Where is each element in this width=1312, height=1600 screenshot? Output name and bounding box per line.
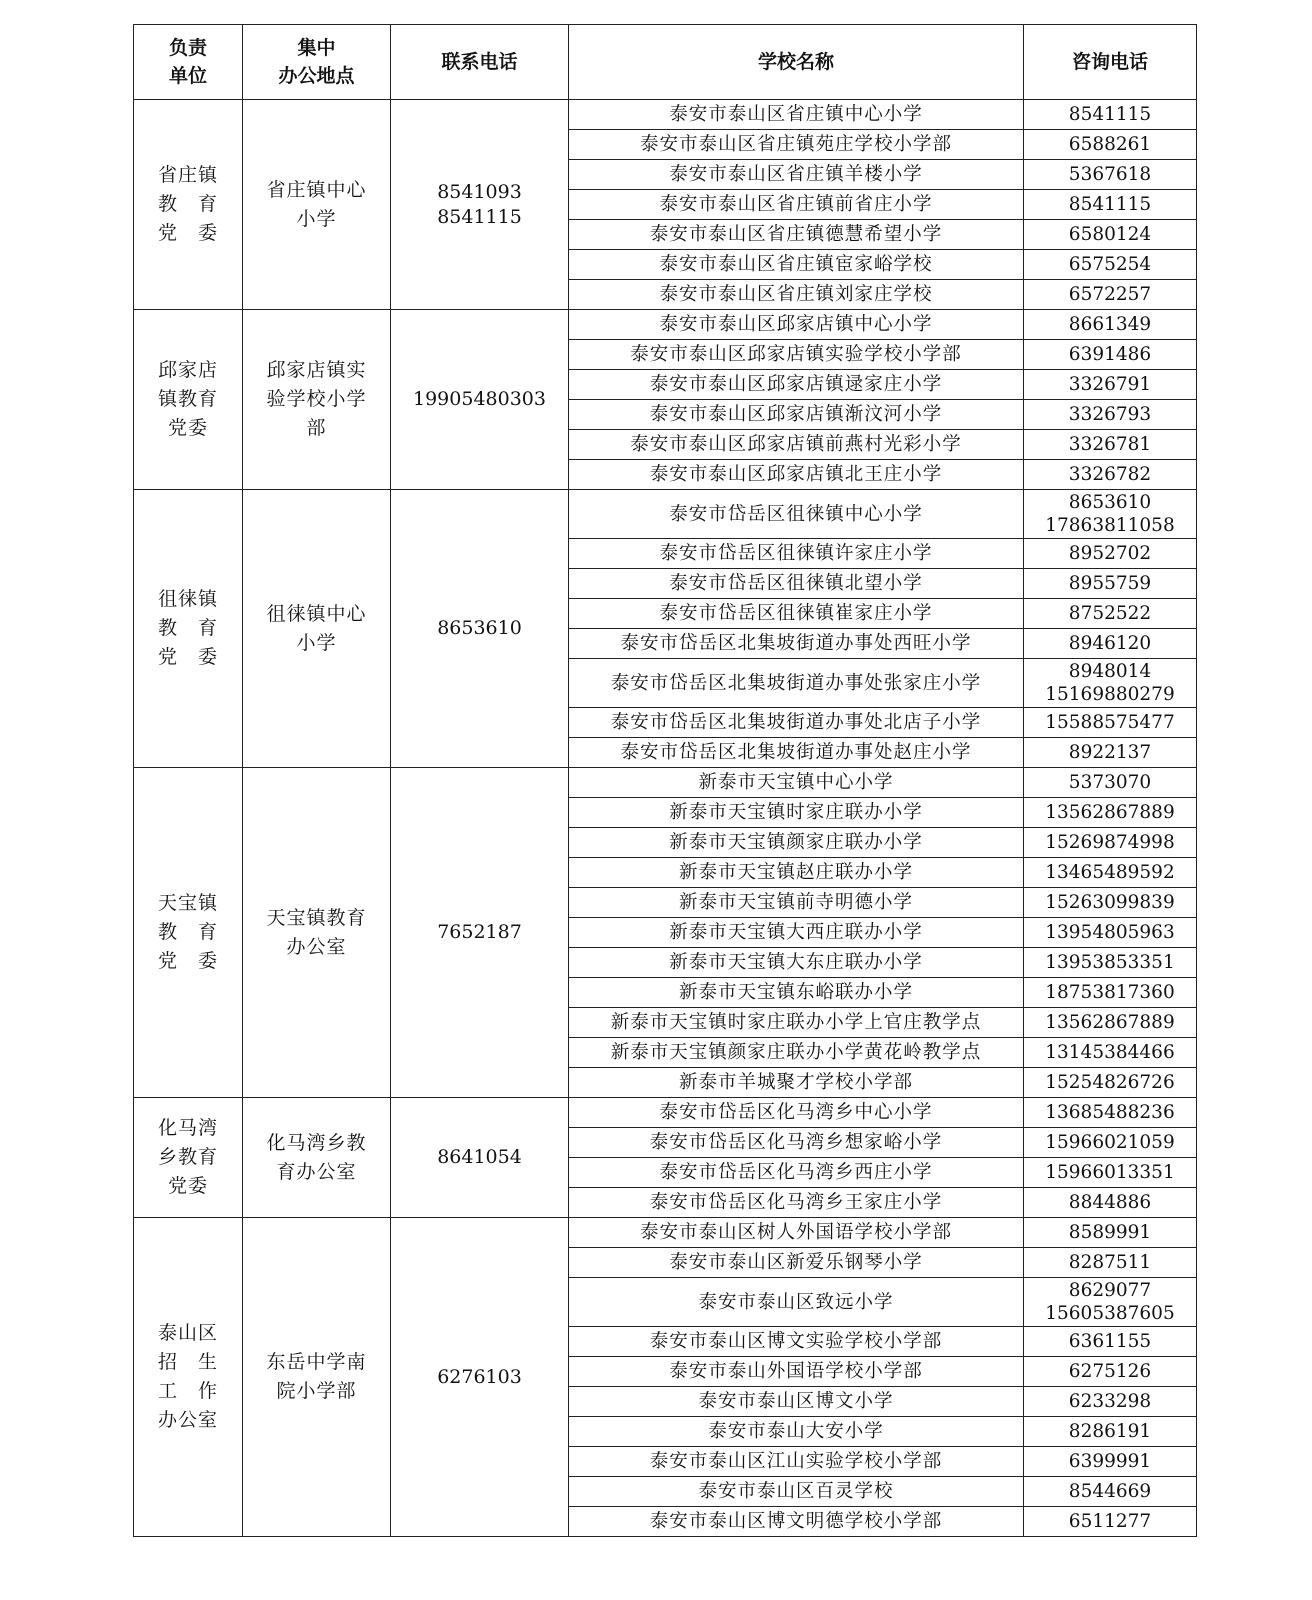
school-name-cell: 新泰市天宝镇大西庄联办小学 bbox=[569, 918, 1024, 948]
consult-phone-cell: 5373070 bbox=[1024, 768, 1197, 798]
school-name-cell: 泰安市泰山区省庄镇德慧希望小学 bbox=[569, 220, 1024, 250]
table-body bbox=[134, 100, 1197, 1537]
consult-phone-cell: 8629077 15605387605 bbox=[1024, 1278, 1197, 1327]
group-unit-cell: 邱家店 镇教育 党委 bbox=[134, 310, 243, 490]
consult-phone-cell: 6580124 bbox=[1024, 220, 1197, 250]
consult-phone-cell: 13953853351 bbox=[1024, 948, 1197, 978]
consult-phone-cell: 8661349 bbox=[1024, 310, 1197, 340]
school-name-cell: 泰安市泰山区博文明德学校小学部 bbox=[569, 1507, 1024, 1537]
consult-phone-cell: 8541115 bbox=[1024, 190, 1197, 220]
enrollment-contact-table bbox=[133, 24, 1197, 1537]
table-row bbox=[134, 490, 1197, 539]
consult-phone-cell: 8589991 bbox=[1024, 1218, 1197, 1248]
school-name-cell: 泰安市岱岳区北集坡街道办事处西旺小学 bbox=[569, 629, 1024, 659]
consult-phone-cell: 6511277 bbox=[1024, 1507, 1197, 1537]
table-row bbox=[134, 100, 1197, 130]
school-name-cell: 泰安市泰山区邱家店镇逯家庄小学 bbox=[569, 370, 1024, 400]
school-name-cell: 新泰市天宝镇颜家庄联办小学 bbox=[569, 828, 1024, 858]
school-name-cell: 新泰市天宝镇前寺明德小学 bbox=[569, 888, 1024, 918]
consult-phone-cell: 8287511 bbox=[1024, 1248, 1197, 1278]
consult-phone-cell: 6233298 bbox=[1024, 1387, 1197, 1417]
consult-phone-cell: 8948014 15169880279 bbox=[1024, 659, 1197, 708]
table-row bbox=[134, 1218, 1197, 1248]
school-name-cell: 泰安市泰山区树人外国语学校小学部 bbox=[569, 1218, 1024, 1248]
consult-phone-cell: 6588261 bbox=[1024, 130, 1197, 160]
school-name-cell: 泰安市泰山区邱家店镇渐汶河小学 bbox=[569, 400, 1024, 430]
school-name-cell: 新泰市天宝镇时家庄联办小学上官庄教学点 bbox=[569, 1008, 1024, 1038]
school-name-cell: 泰安市泰山区省庄镇中心小学 bbox=[569, 100, 1024, 130]
consult-phone-cell: 18753817360 bbox=[1024, 978, 1197, 1008]
group-unit-cell: 天宝镇 教 育 党 委 bbox=[134, 768, 243, 1098]
school-name-cell: 新泰市天宝镇大东庄联办小学 bbox=[569, 948, 1024, 978]
group-office-cell: 天宝镇教育 办公室 bbox=[243, 768, 391, 1098]
consult-phone-cell: 15966021059 bbox=[1024, 1128, 1197, 1158]
group-phone-cell: 7652187 bbox=[391, 768, 569, 1098]
school-name-cell: 泰安市泰山区江山实验学校小学部 bbox=[569, 1447, 1024, 1477]
school-name-cell: 新泰市天宝镇中心小学 bbox=[569, 768, 1024, 798]
group-office-cell: 化马湾乡教 育办公室 bbox=[243, 1098, 391, 1218]
consult-phone-cell: 13465489592 bbox=[1024, 858, 1197, 888]
consult-phone-cell: 8544669 bbox=[1024, 1477, 1197, 1507]
school-name-cell: 泰安市泰山区省庄镇刘家庄学校 bbox=[569, 280, 1024, 310]
consult-phone-cell: 6275126 bbox=[1024, 1357, 1197, 1387]
consult-phone-cell: 13562867889 bbox=[1024, 798, 1197, 828]
consult-phone-cell: 8952702 bbox=[1024, 539, 1197, 569]
school-name-cell: 泰安市岱岳区徂徕镇许家庄小学 bbox=[569, 539, 1024, 569]
group-unit-cell: 省庄镇 教 育 党 委 bbox=[134, 100, 243, 310]
school-name-cell: 泰安市泰山区省庄镇前省庄小学 bbox=[569, 190, 1024, 220]
group-phone-cell: 6276103 bbox=[391, 1218, 569, 1537]
consult-phone-cell: 8752522 bbox=[1024, 599, 1197, 629]
school-name-cell: 泰安市岱岳区化马湾乡西庄小学 bbox=[569, 1158, 1024, 1188]
consult-phone-cell: 6399991 bbox=[1024, 1447, 1197, 1477]
consult-phone-cell: 8653610 17863811058 bbox=[1024, 490, 1197, 539]
consult-phone-cell: 13562867889 bbox=[1024, 1008, 1197, 1038]
consult-phone-cell: 15254826726 bbox=[1024, 1068, 1197, 1098]
school-name-cell: 泰安市岱岳区化马湾乡想家峪小学 bbox=[569, 1128, 1024, 1158]
school-name-cell: 泰安市岱岳区北集坡街道办事处赵庄小学 bbox=[569, 738, 1024, 768]
school-name-cell: 泰安市泰山区邱家店镇北王庄小学 bbox=[569, 460, 1024, 490]
group-unit-cell: 泰山区 招 生 工 作 办公室 bbox=[134, 1218, 243, 1537]
school-name-cell: 新泰市羊城聚才学校小学部 bbox=[569, 1068, 1024, 1098]
group-unit-cell: 化马湾 乡教育 党委 bbox=[134, 1098, 243, 1218]
school-name-cell: 新泰市天宝镇颜家庄联办小学黄花岭教学点 bbox=[569, 1038, 1024, 1068]
consult-phone-cell: 6361155 bbox=[1024, 1327, 1197, 1357]
school-name-cell: 泰安市泰山区邱家店镇实验学校小学部 bbox=[569, 340, 1024, 370]
group-office-cell: 徂徕镇中心 小学 bbox=[243, 490, 391, 768]
header-phone: 联系电话 bbox=[391, 25, 569, 100]
group-office-cell: 省庄镇中心 小学 bbox=[243, 100, 391, 310]
consult-phone-cell: 6391486 bbox=[1024, 340, 1197, 370]
consult-phone-cell: 3326782 bbox=[1024, 460, 1197, 490]
school-name-cell: 泰安市泰山区省庄镇羊楼小学 bbox=[569, 160, 1024, 190]
school-name-cell: 泰安市岱岳区徂徕镇中心小学 bbox=[569, 490, 1024, 539]
table-row bbox=[134, 310, 1197, 340]
school-name-cell: 泰安市岱岳区北集坡街道办事处张家庄小学 bbox=[569, 659, 1024, 708]
consult-phone-cell: 5367618 bbox=[1024, 160, 1197, 190]
school-name-cell: 泰安市泰山区省庄镇苑庄学校小学部 bbox=[569, 130, 1024, 160]
school-name-cell: 泰安市泰山区致远小学 bbox=[569, 1278, 1024, 1327]
school-name-cell: 泰安市岱岳区北集坡街道办事处北店子小学 bbox=[569, 708, 1024, 738]
school-name-cell: 泰安市泰山区邱家店镇中心小学 bbox=[569, 310, 1024, 340]
consult-phone-cell: 6575254 bbox=[1024, 250, 1197, 280]
consult-phone-cell: 8922137 bbox=[1024, 738, 1197, 768]
header-unit: 负责 单位 bbox=[134, 25, 243, 100]
consult-phone-cell: 15966013351 bbox=[1024, 1158, 1197, 1188]
consult-phone-cell: 3326791 bbox=[1024, 370, 1197, 400]
school-name-cell: 泰安市泰山区博文实验学校小学部 bbox=[569, 1327, 1024, 1357]
table-row bbox=[134, 768, 1197, 798]
group-phone-cell: 8653610 bbox=[391, 490, 569, 768]
school-name-cell: 泰安市泰山大安小学 bbox=[569, 1417, 1024, 1447]
consult-phone-cell: 8844886 bbox=[1024, 1188, 1197, 1218]
header-row bbox=[134, 25, 1197, 100]
school-name-cell: 新泰市天宝镇东峪联办小学 bbox=[569, 978, 1024, 1008]
consult-phone-cell: 13954805963 bbox=[1024, 918, 1197, 948]
consult-phone-cell: 3326793 bbox=[1024, 400, 1197, 430]
group-phone-cell: 8541093 8541115 bbox=[391, 100, 569, 310]
group-unit-cell: 徂徕镇 教 育 党 委 bbox=[134, 490, 243, 768]
group-office-cell: 东岳中学南 院小学部 bbox=[243, 1218, 391, 1537]
school-name-cell: 泰安市岱岳区化马湾乡王家庄小学 bbox=[569, 1188, 1024, 1218]
school-name-cell: 泰安市泰山区省庄镇宦家峪学校 bbox=[569, 250, 1024, 280]
school-name-cell: 泰安市泰山区邱家店镇前燕村光彩小学 bbox=[569, 430, 1024, 460]
school-name-cell: 泰安市泰山区新爱乐钢琴小学 bbox=[569, 1248, 1024, 1278]
consult-phone-cell: 15269874998 bbox=[1024, 828, 1197, 858]
consult-phone-cell: 3326781 bbox=[1024, 430, 1197, 460]
group-office-cell: 邱家店镇实 验学校小学 部 bbox=[243, 310, 391, 490]
school-name-cell: 新泰市天宝镇赵庄联办小学 bbox=[569, 858, 1024, 888]
header-school: 学校名称 bbox=[569, 25, 1024, 100]
group-phone-cell: 8641054 bbox=[391, 1098, 569, 1218]
group-phone-cell: 19905480303 bbox=[391, 310, 569, 490]
header-office: 集中 办公地点 bbox=[243, 25, 391, 100]
consult-phone-cell: 8541115 bbox=[1024, 100, 1197, 130]
school-name-cell: 泰安市岱岳区徂徕镇北望小学 bbox=[569, 569, 1024, 599]
consult-phone-cell: 15263099839 bbox=[1024, 888, 1197, 918]
consult-phone-cell: 8286191 bbox=[1024, 1417, 1197, 1447]
header-consult: 咨询电话 bbox=[1024, 25, 1197, 100]
school-name-cell: 泰安市泰山外国语学校小学部 bbox=[569, 1357, 1024, 1387]
consult-phone-cell: 13685488236 bbox=[1024, 1098, 1197, 1128]
school-name-cell: 泰安市泰山区博文小学 bbox=[569, 1387, 1024, 1417]
school-name-cell: 新泰市天宝镇时家庄联办小学 bbox=[569, 798, 1024, 828]
consult-phone-cell: 13145384466 bbox=[1024, 1038, 1197, 1068]
consult-phone-cell: 6572257 bbox=[1024, 280, 1197, 310]
table-row bbox=[134, 1098, 1197, 1128]
consult-phone-cell: 8946120 bbox=[1024, 629, 1197, 659]
consult-phone-cell: 8955759 bbox=[1024, 569, 1197, 599]
school-name-cell: 泰安市岱岳区徂徕镇崔家庄小学 bbox=[569, 599, 1024, 629]
school-name-cell: 泰安市泰山区百灵学校 bbox=[569, 1477, 1024, 1507]
consult-phone-cell: 15588575477 bbox=[1024, 708, 1197, 738]
school-name-cell: 泰安市岱岳区化马湾乡中心小学 bbox=[569, 1098, 1024, 1128]
